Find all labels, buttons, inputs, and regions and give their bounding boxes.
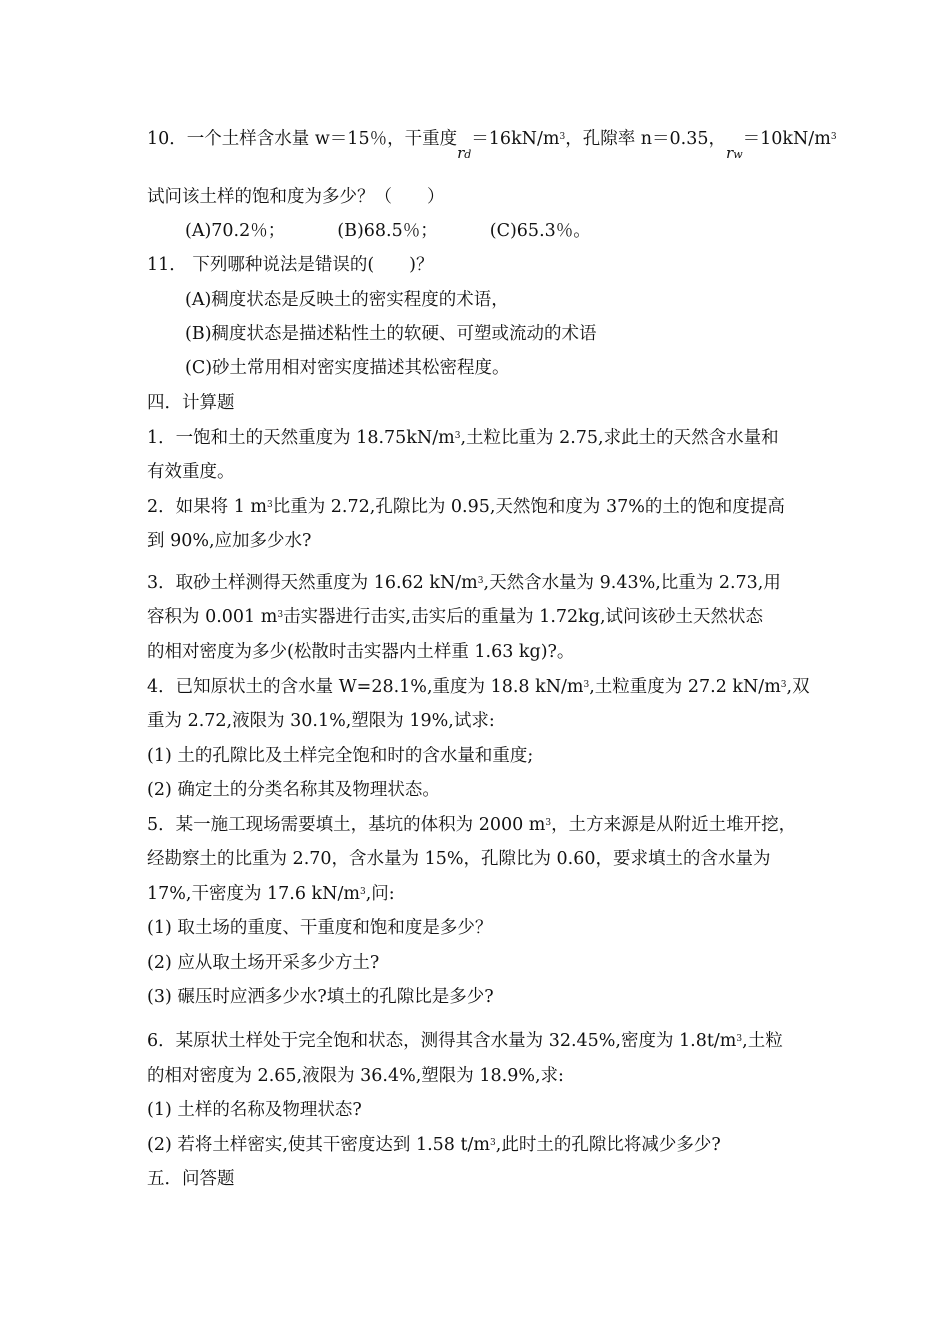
problem-6-sub1: (1) 土样的名称及物理状态? [147, 1100, 362, 1120]
q11-stem: 11． 下列哪种说法是错误的( )？ [147, 255, 434, 275]
q10-options [185, 218, 806, 244]
problem-5-sub1: (1) 取土场的重度、干重度和饱和度是多少？ [147, 918, 493, 938]
problem-5-line3: 17%,干密度为 17.6 $kN/m^3$,问: [147, 884, 395, 904]
problem-3-line1: 3．取砂土样测得天然重度为 16.62 $kN/m^3$,天然含水量为 9.43%,比重为 2.73,用 [147, 573, 781, 593]
problem-6-line2: 的相对密度为 2.65,液限为 36.4%,塑限为 18.9%,求: [147, 1066, 564, 1086]
problem-4-line1: 4．已知原状土的含水量 W=28.1%,重度为 18.8 $kN/m^3$,土粒重度为 27.2 $kN/m^3$,双 [147, 677, 810, 697]
problem-4-sub2: (2) 确定土的分类名称其及物理状态。 [147, 780, 440, 800]
q11-option-b: (B)稠度状态是描述粘性土的软硬、可塑或流动的术语 [185, 324, 597, 344]
problem-5-sub3: (3) 碾压时应洒多少水?填土的孔隙比是多少? [147, 987, 494, 1007]
problem-1-line2: 有效重度。 [147, 462, 235, 482]
problem-3-line2: 容积为 0.001 $m^3$击实器进行击实,击实后的重量为 1.72kg,试问该砂土天然状态 [147, 607, 764, 627]
problem-1-line1: 1．一饱和土的天然重度为 $18.75kN/m^3$,土粒比重为 2.75,求此土的天然含水量和 [147, 428, 779, 448]
problem-6-sub2: (2) 若将土样密实,使其干密度达到 1.58 $t/m^3$,此时土的孔隙比将减少多少? [147, 1135, 721, 1155]
q10-option-a: (A)70.2％； [185, 221, 286, 241]
problem-2-line1: 2．如果将 1 $m^3$比重为 2.72,孔隙比为 0.95,天然饱和度为 37%的土的饱和度提高 [147, 497, 785, 517]
q11-option-c: (C)砂土常用相对密实度描述其松密程度。 [185, 358, 510, 378]
rw-symbol: rw [726, 144, 743, 162]
q10-option-c: (C)65.3％。 [489, 221, 591, 241]
rd-symbol: rd [457, 144, 472, 162]
q11-option-a: (A)稠度状态是反映土的密实程度的术语， [185, 290, 509, 310]
problem-5-line1: 5．某一施工现场需要填土，基坑的体积为 2000 $m^3$，土方来源是从附近土堆开挖， [147, 815, 797, 835]
section-title-4: 四．计算题 [147, 393, 235, 413]
q10-option-b: (B)68.5％； [337, 221, 438, 241]
problem-4-sub1: (1) 土的孔隙比及土样完全饱和时的含水量和重度; [147, 746, 534, 766]
problem-2-line2: 到 90%,应加多少水? [147, 531, 312, 551]
problem-5-line2: 经勘察土的比重为 2.70，含水量为 15%，孔隙比为 0.60，要求填土的含水量为 [147, 849, 771, 869]
problem-4-line2: 重为 2.72,液限为 30.1%,塑限为 19%,试求: [147, 711, 495, 731]
problem-6-line1: 6．某原状土样处于完全饱和状态，测得其含水量为 32.45%,密度为 $1.8t/m^3$,土粒 [147, 1031, 783, 1051]
q10-line2: 试问该土样的饱和度为多少？（ ） [147, 187, 445, 207]
problem-5-sub2: (2) 应从取土场开采多少方土? [147, 953, 380, 973]
section-title-5: 五．问答题 [147, 1169, 235, 1189]
problem-3-line3: 的相对密度为多少(松散时击实器内土样重 1.63 kg)?。 [147, 642, 575, 662]
q10-line1: 10．一个土样含水量 w＝15％，干重度$rd=16kN/m^3$，孔隙率 n＝0.35，$rw=10kN/m^3$ [147, 129, 837, 162]
